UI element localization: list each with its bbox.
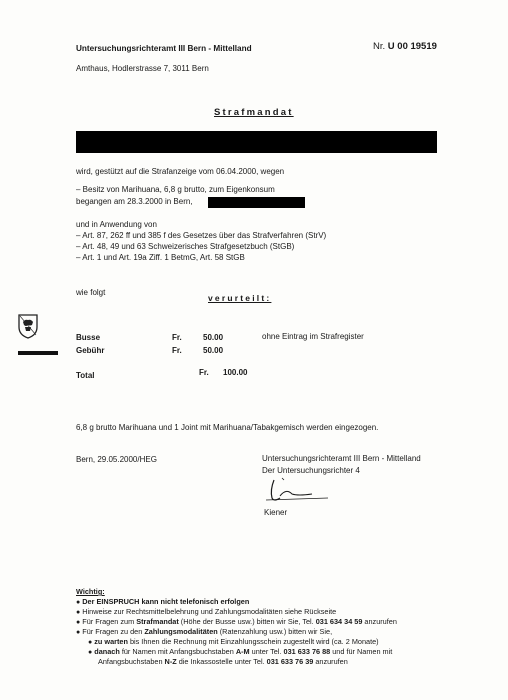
redacted-name bbox=[76, 131, 437, 153]
confiscation-text: 6,8 g brutto Marihuana und 1 Joint mit Marihuana/Tabakgemisch werden eingezogen. bbox=[76, 423, 379, 432]
document-title: Strafmandat bbox=[214, 107, 294, 118]
article-line: – Art. 48, 49 und 63 Schweizerisches Strafgesetzbuch (StGB) bbox=[76, 242, 295, 251]
article-line: – Art. 87, 262 ff und 385 f des Gesetzes über das Strafverfahren (StrV) bbox=[76, 231, 327, 240]
fee-label: Gebühr bbox=[76, 346, 105, 355]
offense-line-1: – Besitz von Marihuana, 6,8 g brutto, zum Eigenkonsum bbox=[76, 185, 275, 194]
notice-item: ● Für Fragen zum Strafmandat (Höhe der Busse usw.) bitten wir Sie, Tel. 031 634 34 59 anzurufen bbox=[76, 617, 397, 626]
total-amount: 100.00 bbox=[223, 368, 248, 377]
offense-line-2: begangen am 28.3.2000 in Bern, bbox=[76, 197, 193, 206]
notice-heading: Wichtig: bbox=[76, 587, 105, 596]
signatory-name: Kiener bbox=[264, 508, 288, 517]
case-number-prefix: Nr. bbox=[373, 41, 386, 52]
signatory-role: Der Untersuchungsrichter 4 bbox=[262, 466, 360, 475]
notice-sub-item: ● zu warten bis Ihnen die Rechnung mit Einzahlungsschein zugestellt wird (ca. 2 Monate) bbox=[88, 637, 379, 646]
signature-image bbox=[262, 474, 332, 506]
case-number-value: U 00 19519 bbox=[387, 41, 437, 52]
notice-sub-item-continuation: Anfangsbuchstaben N-Z die Inkassostelle unter Tel. 031 633 76 39 anzurufen bbox=[98, 657, 348, 666]
notice-item: ● Der EINSPRUCH kann nicht telefonisch erfolgen bbox=[76, 597, 250, 606]
verdict-prefix: wie folgt bbox=[76, 288, 106, 297]
office-name: Untersuchungsrichteramt III Bern - Mittelland bbox=[76, 44, 252, 53]
fee-label: Busse bbox=[76, 333, 101, 342]
application-heading: und in Anwendung von bbox=[76, 220, 157, 229]
fee-currency: Fr. bbox=[172, 346, 182, 355]
notice-item: ● Für Fragen zu den Zahlungsmodalitäten (Ratenzahlung usw.) bitten wir Sie, bbox=[76, 627, 333, 636]
notice-sub-item: ● danach für Namen mit Anfangsbuchstaben A-M unter Tel. 031 633 76 88 und für Namen mit bbox=[88, 647, 393, 656]
verdict-word: verurteilt: bbox=[208, 293, 272, 303]
signatory-office: Untersuchungsrichteramt III Bern - Mittelland bbox=[262, 454, 421, 463]
bern-crest-icon bbox=[17, 313, 39, 339]
crest-bar bbox=[18, 351, 58, 355]
total-label: Total bbox=[76, 371, 95, 380]
office-address: Amthaus, Hodlerstrasse 7, 3011 Bern bbox=[76, 64, 209, 73]
case-number bbox=[373, 41, 437, 52]
registry-note: ohne Eintrag im Strafregister bbox=[262, 332, 364, 341]
fee-amount: 50.00 bbox=[203, 346, 224, 355]
fee-currency: Fr. bbox=[172, 333, 182, 342]
notice-item: ● Hinweise zur Rechtsmittelbelehrung und Zahlungsmodalitäten siehe Rückseite bbox=[76, 607, 337, 616]
redacted-location bbox=[208, 197, 305, 208]
place-date: Bern, 29.05.2000/HEG bbox=[76, 455, 157, 464]
article-line: – Art. 1 und Art. 19a Ziff. 1 BetmG, Art. 58 StGB bbox=[76, 253, 245, 262]
intro-text: wird, gestützt auf die Strafanzeige vom 06.04.2000, wegen bbox=[76, 167, 285, 176]
fee-amount: 50.00 bbox=[203, 333, 224, 342]
total-currency: Fr. bbox=[199, 368, 209, 377]
